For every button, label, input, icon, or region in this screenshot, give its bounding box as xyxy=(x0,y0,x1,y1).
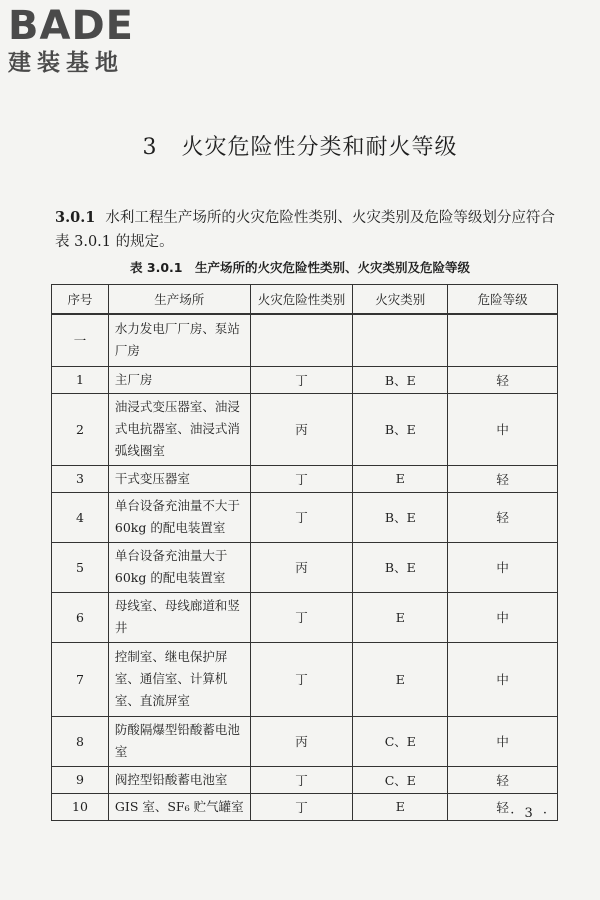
table-row xyxy=(52,542,558,592)
table-row xyxy=(52,766,558,793)
cell-hazard-class: 丁 xyxy=(250,465,353,492)
header-place: 生产场所 xyxy=(108,285,250,315)
cell-place: 油浸式变压器室、油浸式电抗器室、油浸式消弧线圈室 xyxy=(108,393,250,465)
cell-hazard-class: 丁 xyxy=(250,492,353,542)
cell-hazard-class: 丁 xyxy=(250,592,353,642)
cell-fire-class: E xyxy=(353,793,448,820)
cell-danger-level: 轻 xyxy=(448,766,558,793)
cell-fire-class xyxy=(353,314,448,366)
cell-fire-class: E xyxy=(353,642,448,716)
header-fire-class: 火灾类别 xyxy=(353,285,448,315)
table-row xyxy=(52,492,558,542)
table-caption: 表 3.0.1 生产场所的火灾危险性类别、火灾类别及危险等级 xyxy=(130,260,470,275)
cell-index: 一 xyxy=(52,314,109,366)
cell-place: 单台设备充油量大于 60kg 的配电装置室 xyxy=(108,542,250,592)
cell-hazard-class: 丁 xyxy=(250,642,353,716)
cell-index: 6 xyxy=(52,592,109,642)
cell-fire-class: B、E xyxy=(353,393,448,465)
cell-hazard-class: 丙 xyxy=(250,393,353,465)
cell-place: 主厂房 xyxy=(108,366,250,393)
cell-index: 9 xyxy=(52,766,109,793)
cell-fire-class: B、E xyxy=(353,492,448,542)
table-row xyxy=(52,793,558,820)
cell-fire-class: E xyxy=(353,592,448,642)
header-danger-level: 危险等级 xyxy=(448,285,558,315)
cell-danger-level: 中 xyxy=(448,642,558,716)
cell-danger-level: 轻 xyxy=(448,793,558,820)
cell-place: GIS 室、SF₆ 贮气罐室 xyxy=(108,793,250,820)
cell-index: 4 xyxy=(52,492,109,542)
cell-place: 母线室、母线廊道和竖井 xyxy=(108,592,250,642)
cell-danger-level: 轻 xyxy=(448,366,558,393)
page-number: · 3 · xyxy=(510,806,550,821)
cell-danger-level: 轻 xyxy=(448,492,558,542)
cell-fire-class: B、E xyxy=(353,542,448,592)
table-row xyxy=(52,592,558,642)
cell-place: 控制室、继电保护屏室、通信室、计算机室、直流屏室 xyxy=(108,642,250,716)
cell-danger-level: 中 xyxy=(448,716,558,766)
logo-text: BADE xyxy=(8,3,134,49)
cell-index: 7 xyxy=(52,642,109,716)
header-hazard-class: 火灾危险性类别 xyxy=(250,285,353,315)
cell-index: 2 xyxy=(52,393,109,465)
cell-index: 3 xyxy=(52,465,109,492)
cell-place: 水力发电厂厂房、泵站厂房 xyxy=(108,314,250,366)
cell-hazard-class: 丁 xyxy=(250,766,353,793)
cell-fire-class: B、E xyxy=(353,366,448,393)
cell-hazard-class: 丁 xyxy=(250,793,353,820)
cell-hazard-class xyxy=(250,314,353,366)
clause-text: 水利工程生产场所的火灾危险性类别、火灾类别及危险等级划分应符合表 3.0.1 的规定。 xyxy=(55,210,555,250)
cell-danger-level: 中 xyxy=(448,542,558,592)
cell-place: 干式变压器室 xyxy=(108,465,250,492)
cell-danger-level: 中 xyxy=(448,592,558,642)
cell-index: 8 xyxy=(52,716,109,766)
table-row xyxy=(52,642,558,716)
fire-hazard-table xyxy=(51,284,558,821)
header-index: 序号 xyxy=(52,285,109,315)
clause-number: 3.0.1 xyxy=(55,209,96,226)
cell-place: 单台设备充油量不大于 60kg 的配电装置室 xyxy=(108,492,250,542)
clause-paragraph xyxy=(55,206,560,254)
cell-fire-class: E xyxy=(353,465,448,492)
cell-danger-level xyxy=(448,314,558,366)
cell-hazard-class: 丙 xyxy=(250,716,353,766)
cell-index: 5 xyxy=(52,542,109,592)
cell-index: 10 xyxy=(52,793,109,820)
cell-danger-level: 中 xyxy=(448,393,558,465)
chapter-title xyxy=(0,130,600,161)
cell-danger-level: 轻 xyxy=(448,465,558,492)
cell-index: 1 xyxy=(52,366,109,393)
table-row xyxy=(52,716,558,766)
table-header-row xyxy=(52,285,558,315)
table-row xyxy=(52,393,558,465)
chapter-number: 3 xyxy=(142,135,158,160)
chapter-name: 火灾危险性分类和耐火等级 xyxy=(181,135,458,160)
bade-logo xyxy=(8,4,134,78)
table-row xyxy=(52,366,558,393)
logo-subtext: 建装基地 xyxy=(8,50,124,76)
cell-fire-class: C、E xyxy=(353,716,448,766)
cell-place: 阀控型铅酸蓄电池室 xyxy=(108,766,250,793)
cell-fire-class: C、E xyxy=(353,766,448,793)
table-row xyxy=(52,314,558,366)
table-row xyxy=(52,465,558,492)
cell-hazard-class: 丙 xyxy=(250,542,353,592)
cell-hazard-class: 丁 xyxy=(250,366,353,393)
cell-place: 防酸隔爆型铅酸蓄电池室 xyxy=(108,716,250,766)
